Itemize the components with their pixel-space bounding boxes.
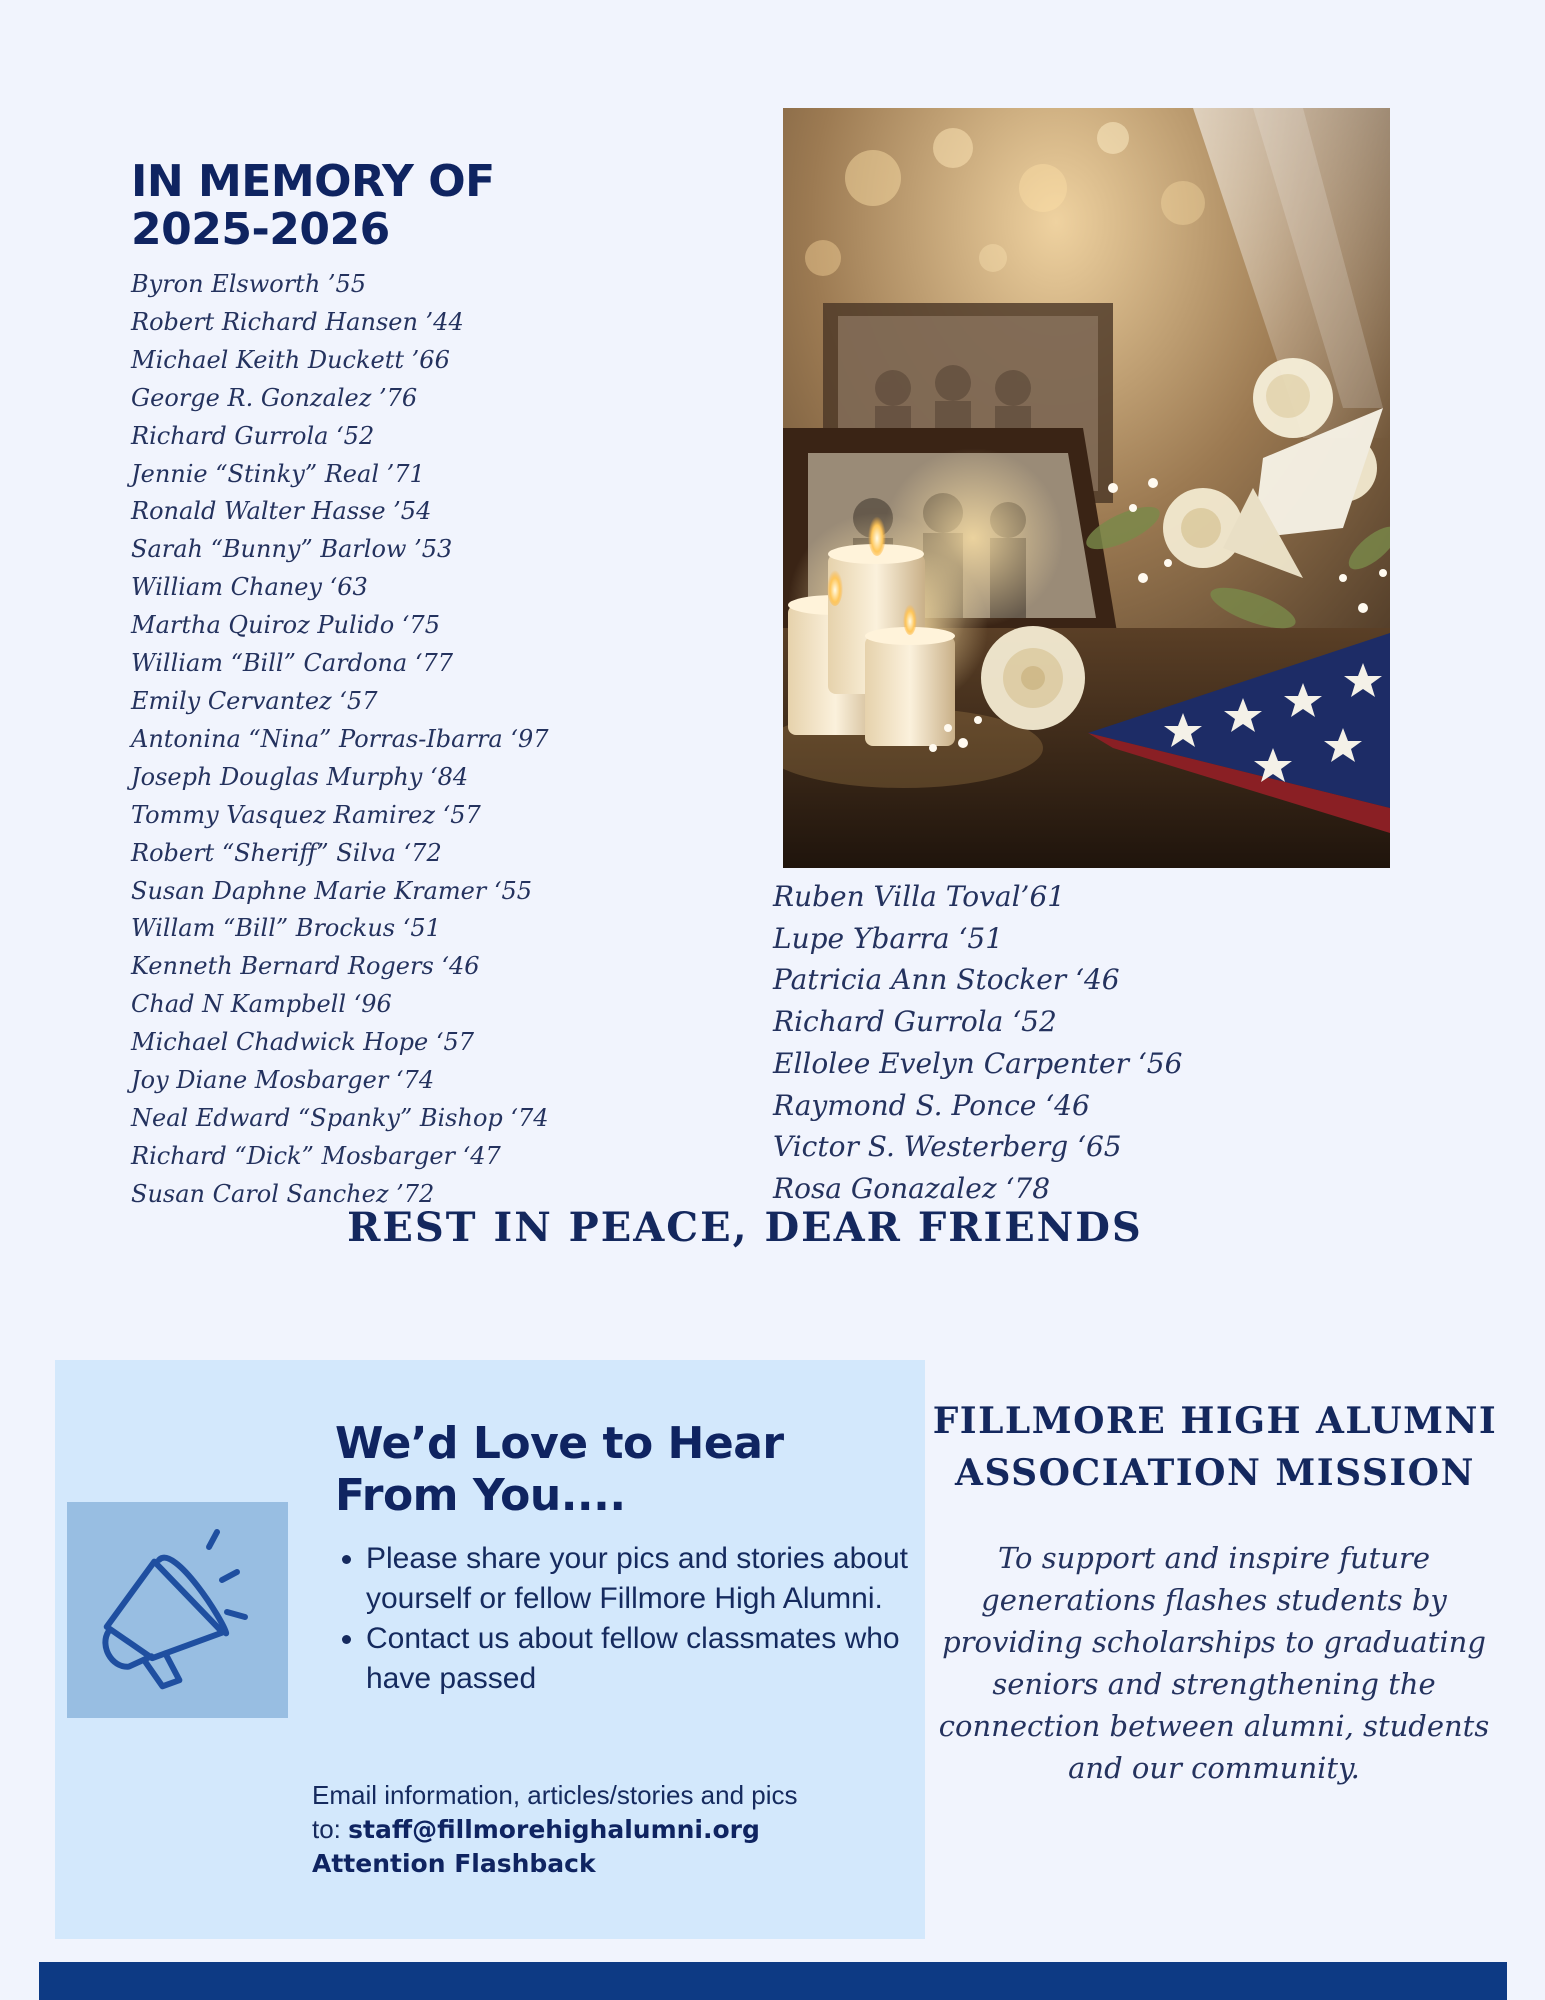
contact-bullet: • Contact us about fellow classmates who have passed <box>366 1619 946 1699</box>
memorial-name: Richard Gurrola ‘52 <box>131 421 375 450</box>
memorial-name: George R. Gonzalez ’76 <box>131 383 418 412</box>
memorial-names-right <box>773 876 1182 1210</box>
contact-title <box>335 1418 784 1522</box>
memorial-name: Michael Chadwick Hope ‘57 <box>131 1028 475 1057</box>
memorial-photo-illustration <box>783 108 1390 868</box>
memorial-name: William Chaney ‘63 <box>131 573 368 602</box>
memorial-name: Willam “Bill” Brockus ‘51 <box>131 914 441 943</box>
email-block <box>312 1778 912 1881</box>
mission-title-line2: ASSOCIATION MISSION <box>955 1452 1475 1494</box>
email-intro: Email information, articles/stories and pics <box>312 1780 798 1810</box>
memorial-name: Sarah “Bunny” Barlow ’53 <box>131 535 453 564</box>
memorial-name: Martha Quiroz Pulido ‘75 <box>131 611 440 640</box>
memorial-name: Robert “Sheriff” Silva ‘72 <box>131 838 442 867</box>
email-prefix: to: <box>312 1814 349 1844</box>
memorial-candles-photo <box>783 108 1390 868</box>
memorial-name: Robert Richard Hansen ’44 <box>131 307 464 336</box>
rest-in-peace-heading: REST IN PEACE, DEAR FRIENDS <box>347 1204 1143 1251</box>
memorial-name: Raymond S. Ponce ‘46 <box>773 1088 1090 1122</box>
memorial-name: Ronald Walter Hasse ’54 <box>131 497 432 526</box>
memorial-name: Byron Elsworth ’55 <box>131 270 367 298</box>
memorial-name: Joy Diane Mosbarger ‘74 <box>131 1066 435 1095</box>
mission-title <box>920 1395 1510 1499</box>
memorial-name: Ruben Villa Toval’61 <box>773 880 1066 913</box>
memorial-name: Lupe Ybarra ‘51 <box>773 921 1004 955</box>
memorial-name: Kenneth Bernard Rogers ‘46 <box>131 952 480 981</box>
memorial-name: Rosa Gonazalez ‘78 <box>773 1171 1051 1205</box>
memorial-heading-line2: 2025-2026 <box>131 204 390 255</box>
memorial-name: Michael Keith Duckett ’66 <box>131 345 450 374</box>
email-line <box>312 1812 912 1847</box>
memorial-name: Patricia Ann Stocker ‘46 <box>773 963 1120 997</box>
memorial-heading <box>131 158 495 254</box>
email-attention: Attention Flashback <box>312 1849 596 1878</box>
memorial-name: Victor S. Westerberg ‘65 <box>773 1130 1122 1164</box>
footer-bar <box>39 1962 1507 2000</box>
memorial-name: Richard “Dick” Mosbarger ‘47 <box>131 1141 501 1170</box>
contact-bullets <box>333 1539 946 1699</box>
memorial-heading-line1: IN MEMORY OF <box>131 156 495 207</box>
memorial-name: Susan Carol Sanchez ’72 <box>131 1179 435 1208</box>
memorial-name: William “Bill” Cardona ‘77 <box>131 649 453 678</box>
memorial-name: Emily Cervantez ‘57 <box>131 686 378 715</box>
memorial-name: Antonina “Nina” Porras-Ibarra ‘97 <box>131 724 549 753</box>
memorial-name: Neal Edward “Spanky” Bishop ‘74 <box>131 1103 549 1132</box>
memorial-name: Tommy Vasquez Ramirez ‘57 <box>131 800 481 829</box>
megaphone-icon-graphic <box>67 1502 288 1718</box>
contact-bullet: • Please share your pics and stories about yourself or fellow Fillmore High Alumni. <box>366 1539 946 1619</box>
memorial-name: Jennie “Stinky” Real ’71 <box>131 459 425 488</box>
memorial-names-left <box>131 266 549 1214</box>
mission-title-line1: FILLMORE HIGH ALUMNI <box>932 1400 1498 1442</box>
email-address-link[interactable]: staff@fillmorehighalumni.org <box>348 1815 760 1844</box>
megaphone-icon <box>67 1502 288 1718</box>
contact-title-line2: From You.... <box>335 1470 626 1521</box>
memorial-name: Richard Gurrola ‘52 <box>773 1005 1057 1039</box>
memorial-name: Joseph Douglas Murphy ‘84 <box>131 762 469 791</box>
contact-title-line1: We’d Love to Hear <box>335 1418 784 1469</box>
memorial-name: Ellolee Evelyn Carpenter ‘56 <box>773 1046 1183 1080</box>
mission-text: To support and inspire future generations flashes students by providing scholarships to graduating seniors and strengthening the connection between alumni, students and our community. <box>938 1541 1490 1785</box>
memorial-name: Chad N Kampbell ‘96 <box>131 990 392 1019</box>
memorial-name: Susan Daphne Marie Kramer ‘55 <box>131 876 533 905</box>
